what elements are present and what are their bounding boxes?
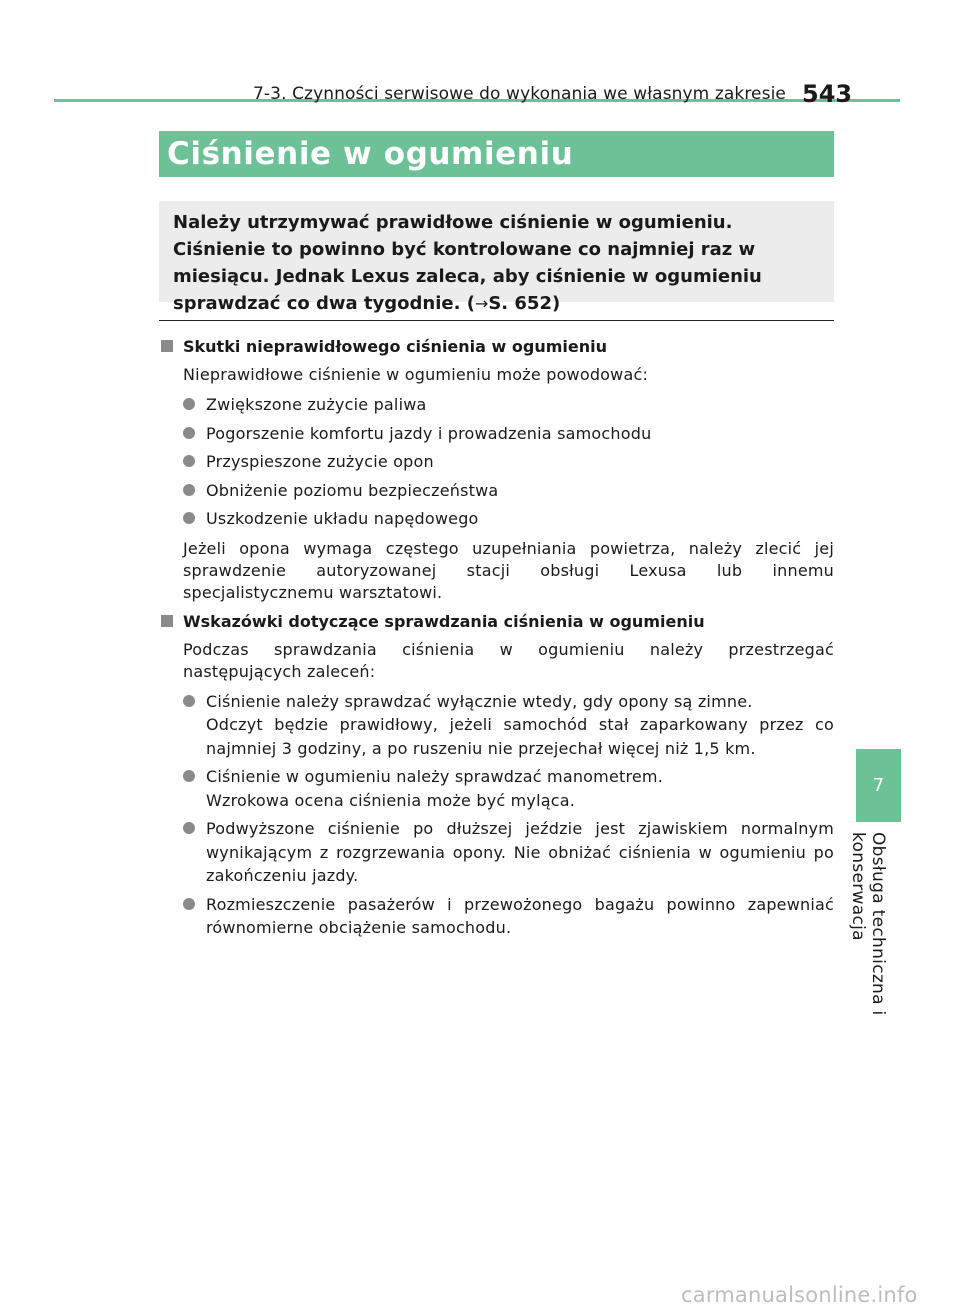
chapter-label: Obsługa techniczna i konserwacja bbox=[848, 832, 888, 1016]
list-item-text: Ciśnienie należy sprawdzać wyłącznie wtedy, gdy opony są zimne. bbox=[206, 691, 753, 711]
running-title: 7-3. Czynności serwisowe do wykonania we własnym zakresie bbox=[253, 84, 786, 104]
list-item-text: Przyspieszone zużycie opon bbox=[206, 452, 434, 471]
circle-bullet-icon bbox=[183, 398, 195, 410]
circle-bullet-icon bbox=[183, 770, 195, 782]
reference-arrow-icon: → bbox=[474, 294, 489, 313]
list-item bbox=[183, 765, 834, 812]
intro-box bbox=[159, 201, 834, 314]
bullet-list bbox=[183, 393, 834, 531]
list-item-text: Uszkodzenie układu napędowego bbox=[206, 509, 479, 528]
circle-bullet-icon bbox=[183, 427, 195, 439]
list-item-text: Rozmieszczenie pasażerów i przewożonego bagażu powinno zapewniać równomierne obciążenie samochodu. bbox=[206, 894, 834, 937]
list-item bbox=[183, 450, 834, 474]
intro-text: Należy utrzymywać prawidłowe ciśnienie w ogumieniu. Ciśnienie to powinno być kontrolowane co najmniej raz w miesiącu. Jednak Lexus zaleca, aby ciśnienie w ogumieniu sprawdzać co dwa tygodnie. ( bbox=[173, 212, 762, 314]
section-lead: Nieprawidłowe ciśnienie w ogumieniu może powodować: bbox=[183, 365, 649, 384]
list-item-text: Ciśnienie w ogumieniu należy sprawdzać manometrem. bbox=[206, 767, 663, 786]
list-item-text: Zwiększone zużycie paliwa bbox=[206, 395, 427, 414]
list-item bbox=[183, 893, 834, 940]
section-lead: Podczas sprawdzania ciśnienia w ogumieniu należy przestrzegać następujących zaleceń: bbox=[183, 639, 834, 681]
circle-bullet-icon bbox=[183, 484, 195, 496]
square-bullet-icon bbox=[161, 615, 173, 627]
list-item bbox=[183, 817, 834, 888]
list-item-subtext: Odczyt będzie prawidłowy, jeżeli samochód stał zaparkowany przez co najmniej 3 godziny, a po ruszeniu nie przejechał więcej niż 1,5 km. bbox=[206, 715, 834, 758]
list-item-subtext: Wzrokowa ocena ciśnienia może być myląca. bbox=[206, 790, 576, 810]
title-bar bbox=[159, 131, 834, 177]
list-item bbox=[183, 507, 834, 531]
section-heading-text: Skutki nieprawidłowego ciśnienia w ogumieniu bbox=[183, 337, 607, 356]
list-item-text: Podwyższone ciśnienie po dłuższej jeździe jest zjawiskiem normalnym wynikającym z rozgrzewania opony. Nie obniżać ciśnienia w ogumieniu po zakończeniu jazdy. bbox=[206, 819, 834, 885]
content bbox=[159, 336, 834, 947]
page-number: 543 bbox=[802, 80, 853, 108]
section-rule bbox=[159, 320, 834, 321]
intro-reference[interactable]: S. 652) bbox=[488, 293, 561, 314]
section-heading-text: Wskazówki dotyczące sprawdzania ciśnienia w ogumieniu bbox=[183, 611, 705, 631]
circle-bullet-icon bbox=[183, 822, 195, 834]
section-closing: Jeżeli opona wymaga częstego uzupełniania powietrza, należy zlecić jej sprawdzenie autoryzowanej stacji obsługi Lexusa lub innemu specjalistycznemu warsztatowi. bbox=[183, 538, 834, 602]
section-tips bbox=[159, 611, 834, 940]
list-item bbox=[183, 393, 834, 417]
list-item bbox=[183, 479, 834, 503]
section-heading bbox=[159, 611, 834, 633]
circle-bullet-icon bbox=[183, 695, 195, 707]
circle-bullet-icon bbox=[183, 455, 195, 467]
watermark: carmanualsonline.info bbox=[681, 1283, 918, 1307]
list-item bbox=[183, 422, 834, 446]
list-item-text: Obniżenie poziomu bezpieczeństwa bbox=[206, 480, 499, 500]
section-heading bbox=[159, 336, 834, 358]
list-item-text: Pogorszenie komfortu jazdy i prowadzenia samochodu bbox=[206, 423, 652, 443]
bullet-list bbox=[183, 690, 834, 940]
page-title: Ciśnienie w ogumieniu bbox=[167, 136, 574, 172]
circle-bullet-icon bbox=[183, 512, 195, 524]
list-item bbox=[183, 690, 834, 761]
square-bullet-icon bbox=[161, 340, 173, 352]
chapter-tab[interactable]: 7 bbox=[856, 749, 901, 822]
circle-bullet-icon bbox=[183, 898, 195, 910]
section-effects bbox=[159, 336, 834, 604]
